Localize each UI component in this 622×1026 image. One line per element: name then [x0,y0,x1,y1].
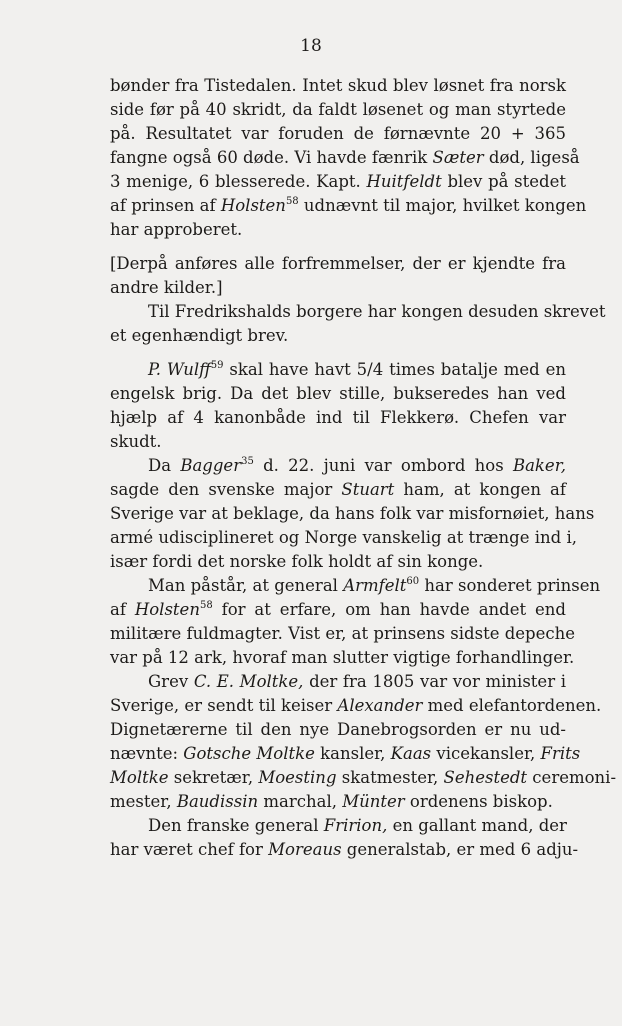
text-line [110,430,566,454]
text-run: Den franske general [148,816,324,835]
text-run: sagde den svenske major [110,480,342,499]
text-run: fangne også 60 døde. Vi havde fænrik [110,148,433,167]
text-run: Dignetærerne til den nye Danebrogsorden er nu ud- [110,720,566,739]
italic-name: P. Wulff [148,360,211,379]
text-line [110,646,575,670]
text-line [110,252,566,276]
text-run: Sverige var at beklage, da hans folk var misfornøiet, hans [110,504,595,523]
italic-name: Baker, [512,456,567,475]
text-line [110,502,595,526]
italic-name: C. E. Moltke, [193,672,304,691]
text-run: har sonderet prinsen [419,576,601,595]
italic-name: Moreaus [268,840,342,859]
italic-name: Bagger [180,456,242,475]
paragraph [110,300,606,348]
text-line [110,742,581,766]
text-line [110,598,566,622]
text-run: død, ligeså [483,148,580,167]
italic-name: Huitfeldt [366,172,442,191]
footnote-ref: 58 [285,196,299,207]
text-run: Grev [148,672,194,691]
paragraph [110,358,566,454]
italic-name: Münter [342,792,405,811]
text-line [110,358,566,382]
footnote-ref: 58 [199,600,213,611]
text-run: Man påstår, at general [148,576,344,595]
text-run: blev på stedet [441,172,566,191]
text-run: udnævnt til major, hvilket kongen [298,196,587,215]
text-run: generalstab, er med 6 adju- [341,840,579,859]
text-line [110,790,566,814]
text-run: har været chef for [110,840,269,859]
text-line [110,814,566,838]
text-run: et egenhændigt brev. [110,326,289,345]
italic-name: Frits [540,744,581,763]
text-run: ceremoni- [527,768,617,787]
text-line [110,170,566,194]
italic-name: Moltke [110,768,169,787]
italic-name: Holsten [134,600,200,619]
text-line [110,276,566,300]
italic-name: Holsten [220,196,286,215]
italic-name: Sæter [432,148,484,167]
text-run: har approberet. [110,220,243,239]
text-run: militære fuldmagter. Vist er, at prinsens sidste depeche [110,624,576,643]
text-run: var på 12 ark, hvoraf man slutter vigtige forhandlinger. [110,648,575,667]
text-line [110,218,566,242]
text-run: andre kilder.] [110,278,223,297]
italic-name: Stuart [341,480,395,499]
text-run: en gallant mand, der [387,816,567,835]
text-line [110,526,577,550]
text-run: sekretær, [168,768,259,787]
text-line [110,74,566,98]
text-run: bønder fra Tistedalen. Intet skud blev løsnet fra norsk [110,76,566,95]
text-line [110,382,566,406]
italic-name: Sehestedt [443,768,528,787]
paragraph [110,454,595,574]
text-line [110,766,617,790]
text-run: Sverige, er sendt til keiser [110,696,338,715]
page-number: 18 [300,36,322,56]
paragraph [110,670,617,814]
text-line [110,694,602,718]
text-run: ordenens biskop. [404,792,553,811]
text-run: skal have havt 5/4 times batalje med en [223,360,566,379]
text-line [110,454,566,478]
text-run: marchal, [258,792,343,811]
footnote-ref: 59 [210,360,224,371]
text-run: på. Resultatet var foruden de førnævnte 20 + 365 [110,124,566,143]
italic-name: Gotsche Moltke [183,744,315,763]
footnote-ref: 60 [406,576,420,587]
footnote-ref: 35 [241,456,254,467]
text-run: skudt. [110,432,162,451]
text-line [110,194,587,218]
text-line [110,146,580,170]
text-line [110,670,566,694]
text-line [110,550,566,574]
text-run: hjælp af 4 kanonbåde ind til Flekkerø. Chefen var [110,408,566,427]
paragraph [110,74,587,242]
text-run: af prinsen af [110,196,221,215]
text-run: armé udisciplineret og Norge vanskelig at trænge ind i, [110,528,577,547]
text-line [110,478,566,502]
text-line [110,122,566,146]
italic-name: Alexander [337,696,423,715]
text-run: for at erfare, om han havde andet end [212,600,566,619]
text-run: kansler, [314,744,391,763]
text-run: engelsk brig. Da det blev stille, bukseredes han ved [110,384,566,403]
paragraph [110,252,566,300]
text-line [110,838,579,862]
text-run: skatmester, [336,768,444,787]
text-run: nævnte: [110,744,184,763]
italic-name: Fririon, [323,816,388,835]
italic-name: Kaas [390,744,432,763]
text-line [110,324,566,348]
text-line [110,574,601,598]
text-run: Til Fredrikshalds borgere har kongen desuden skrevet [148,302,606,321]
text-run: der fra 1805 var vor minister i [303,672,567,691]
paragraph [110,814,579,862]
text-run: d. 22. juni var ombord hos [253,456,513,475]
italic-name: Moesting [258,768,337,787]
text-run: side før på 40 skridt, da faldt løsenet og man styrtede [110,100,566,119]
text-run: [Derpå anføres alle forfremmelser, der er kjendte fra [110,254,566,273]
text-run: af [110,600,135,619]
text-run: især fordi det norske folk holdt af sin konge. [110,552,484,571]
paragraph [110,574,601,670]
text-line [110,718,566,742]
italic-name: Baudissin [176,792,259,811]
text-line [110,406,566,430]
text-run: 3 menige, 6 blesserede. Kapt. [110,172,367,191]
text-run: vicekansler, [431,744,541,763]
text-run: med elefantordenen. [422,696,602,715]
text-run: Da [148,456,181,475]
text-line [110,300,606,324]
italic-name: Armfelt [343,576,407,595]
text-line [110,98,566,122]
body-text [110,74,617,862]
text-run: ham, at kongen af [394,480,566,499]
text-line [110,622,576,646]
text-run: mester, [110,792,177,811]
